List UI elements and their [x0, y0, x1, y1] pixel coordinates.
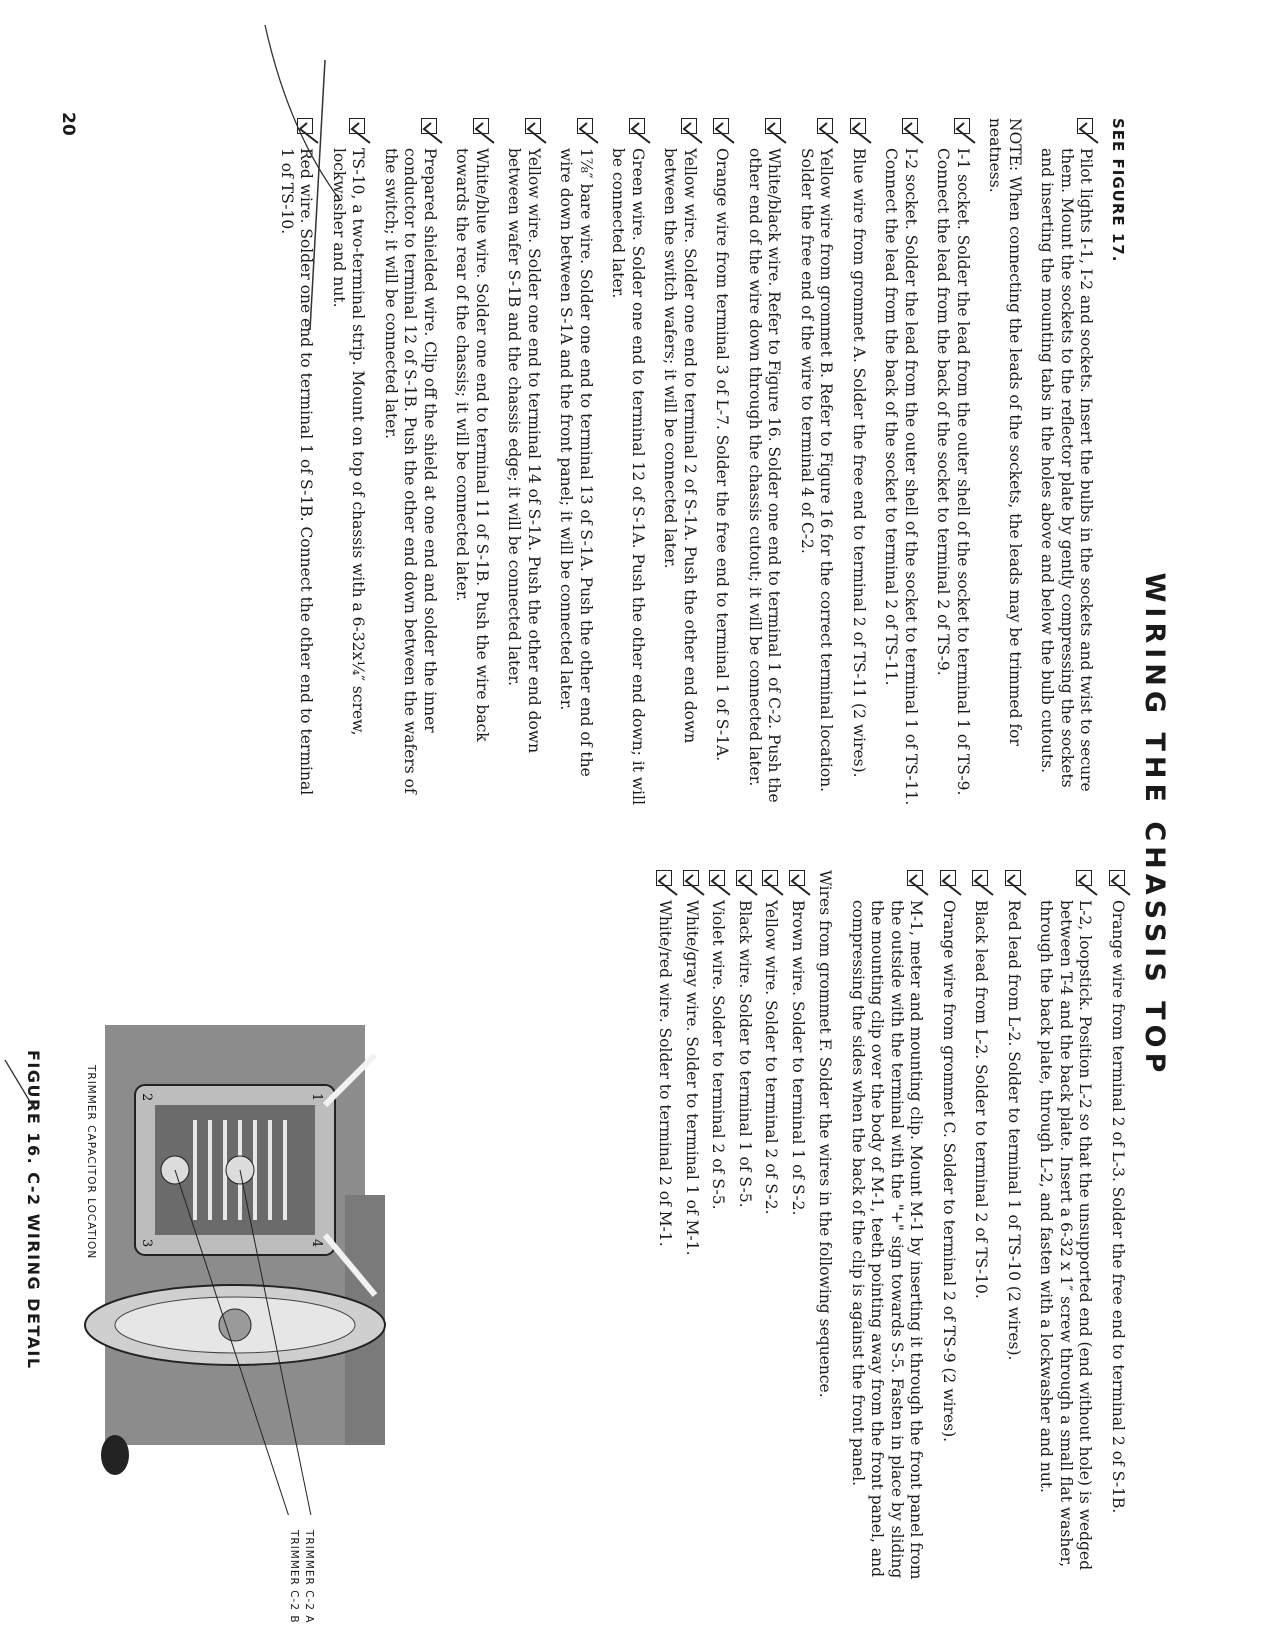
check-mark-icon [788, 873, 810, 897]
checklist-step [788, 870, 808, 1590]
check-mark-icon [1004, 873, 1026, 897]
page-title: WIRING THE CHASSIS TOP [1139, 572, 1170, 1078]
terminal-4-label: 4 [309, 1239, 324, 1248]
trimmer-b-label: TRIMMER C-2 B [288, 1530, 300, 1624]
checklist-step [797, 118, 836, 808]
step-text: White/red wire. Solder to terminal 2 of M-1. [656, 900, 675, 1247]
checklist-step [655, 870, 675, 1590]
check-mark-icon [682, 873, 704, 897]
checklist-step [745, 118, 784, 808]
checklist-step [735, 870, 755, 1590]
checklist-step [712, 118, 732, 808]
step-text: Yellow wire. Solder one end to terminal 14 of S-1A. Push the other end down between wafer S-1B and the chassis edge; it will be connected later. [505, 148, 543, 754]
step-checkbox[interactable] [940, 870, 956, 886]
step-checkbox[interactable] [763, 870, 779, 886]
step-checkbox[interactable] [1078, 118, 1094, 134]
trimmer-a-label: TRIMMER C-2 A [303, 1530, 315, 1624]
step-checkbox[interactable] [657, 870, 673, 886]
check-mark-icon [817, 121, 839, 145]
terminal-3-label: 3 [139, 1239, 154, 1248]
check-mark-icon [939, 873, 961, 897]
step-text: Yellow wire from grommet B. Refer to Figure 16 for the correct terminal location. Solder the free end of the wire to terminal 4 of C-2. [798, 148, 836, 793]
step-text: Yellow wire. Solder to terminal 2 of S-2. [762, 900, 781, 1215]
sequence-lead: Wires from grommet F. Solder the wires in the following sequence. [816, 870, 835, 1398]
checklist-step [556, 118, 595, 808]
step-text: Pilot lights I-1, I-2 and sockets. Insert the bulbs in the sockets and twist to secure them. Mount the sockets to the reflector plate by gently compressing the sockets and inserting the mounting tabs in the holes above and below the bulb cutouts. [1038, 148, 1096, 792]
check-mark-icon [628, 121, 650, 145]
checklist-step [504, 118, 543, 808]
step-checkbox[interactable] [973, 870, 989, 886]
checklist-step [608, 118, 647, 808]
step-checkbox[interactable] [714, 118, 730, 134]
check-mark-icon [472, 121, 494, 145]
check-mark-icon [349, 121, 371, 145]
dial-hub [219, 1309, 251, 1341]
step-checkbox[interactable] [525, 118, 541, 134]
step-checkbox[interactable] [736, 870, 752, 886]
step-checkbox[interactable] [902, 118, 918, 134]
checklist-step [452, 118, 491, 808]
step-checkbox[interactable] [298, 118, 314, 134]
checklist-step [329, 118, 368, 808]
step-text: Blue wire from grommet A. Solder the free end to terminal 2 of TS-11 (2 wires). [850, 148, 868, 778]
step-text: Orange wire from grommet C. Solder to terminal 2 of TS-9 (2 wires). [940, 900, 958, 1443]
step-text: I-2 socket. Solder the lead from the outer shell of the socket to terminal 1 of TS-11. Connect the lead from the back of the socket to terminal 2 of TS-11. [882, 148, 920, 806]
step-text: Orange wire from terminal 2 of L-3. Solder the free end to terminal 2 of S-1B. [1109, 900, 1127, 1514]
check-mark-icon [1076, 873, 1098, 897]
terminal-2-label: 2 [139, 1093, 154, 1102]
check-mark-icon [901, 121, 923, 145]
terminal-1-label: 1 [309, 1093, 324, 1102]
checklist-step [881, 118, 920, 808]
check-mark-icon [420, 121, 442, 145]
checklist-step [381, 118, 440, 808]
checklist-step [933, 118, 972, 808]
figure-caption: FIGURE 16. C-2 WIRING DETAIL [24, 1050, 43, 1370]
step-text: Green wire. Solder one end to terminal 12 of S-1A. Push the other end down; it will be connected later. [609, 148, 647, 806]
step-text: Orange wire from terminal 3 of L-7. Solder the free end to terminal 1 of S-1A. [713, 148, 732, 762]
step-text: Red lead from L-2. Solder to terminal 1 of TS-10 (2 wires). [1005, 900, 1023, 1361]
check-mark-icon [680, 121, 702, 145]
knob [101, 1435, 129, 1475]
left-column [264, 118, 1128, 808]
step-checkbox[interactable] [1109, 870, 1125, 886]
check-mark-icon [1077, 121, 1099, 145]
check-mark-icon [953, 121, 975, 145]
step-text: Red wire. Solder one end to terminal 1 of S-1B. Connect the other end to terminal 1 of TS-10. [278, 148, 316, 796]
step-checkbox[interactable] [850, 118, 866, 134]
check-mark-icon [576, 121, 598, 145]
check-mark-icon [849, 121, 871, 145]
step-text: Black wire. Solder to terminal 1 of S-5. [736, 900, 754, 1208]
step-text: Brown wire. Solder to terminal 1 of S-2. [789, 900, 807, 1216]
step-text: White/blue wire. Solder one end to terminal 11 of S-1B. Push the wire back towards the rear of the chassis; it will be connected later. [453, 148, 491, 742]
checklist-step [1004, 870, 1024, 1590]
step-text: I-1 socket. Solder the lead from the outer shell of the socket to terminal 1 of TS-9. Connect the lead from the back of the socket to terminal 2 of TS-9. [934, 148, 972, 796]
step-text: M-1, meter and mounting clip. Mount M-1 by inserting it through the front panel from the outside with the terminal with the "+" sign towards S-5. Fasten in place by sliding the mounting clip over the body of M-1, teeth pointing away from the front panel, and compressing the sides when the back of the clip is against the front panel. [849, 900, 926, 1580]
step-text: Black lead from L-2. Solder to terminal 2 of TS-10. [972, 900, 991, 1299]
step-checkbox[interactable] [710, 870, 726, 886]
sequence-steps-list [655, 870, 807, 1590]
step-checkbox[interactable] [1077, 870, 1093, 886]
page-number: 20 [58, 112, 78, 136]
check-mark-icon [765, 121, 787, 145]
step-checkbox[interactable] [350, 118, 366, 134]
checklist-step [277, 118, 316, 808]
note-paragraph: NOTE: When connecting the leads of the sockets, the leads may be trimmed for neatness. [986, 118, 1024, 746]
right-column [648, 870, 1127, 1590]
step-checkbox[interactable] [473, 118, 489, 134]
checklist-step [939, 870, 959, 1590]
check-mark-icon [907, 873, 929, 897]
step-checkbox[interactable] [683, 870, 699, 886]
left-steps-list [277, 118, 1096, 808]
checklist-step [848, 870, 926, 1590]
check-mark-icon [1108, 873, 1130, 897]
check-mark-icon [735, 873, 757, 897]
see-figure-ref: SEE FIGURE 17. [1109, 118, 1127, 263]
check-mark-icon [713, 121, 735, 145]
step-checkbox[interactable] [908, 870, 924, 886]
check-mark-icon [972, 873, 994, 897]
check-mark-icon [709, 873, 731, 897]
checklist-step [1037, 118, 1096, 808]
step-text: Yellow wire. Solder one end to terminal 2 of S-1A. Push the other end down between the switch wafers; it will be connected later. [661, 148, 699, 744]
right-steps-list [848, 870, 1128, 1590]
checklist-step [849, 118, 869, 808]
step-text: L-2, loopstick. Position L-2 so that the unsupported end (end without hole) is wedged between T-4 and the back plate. Insert a 6-32 x 1″ screw through a small flat washer, through the back plate, through L-2, and fasten with a lockwasher and nut. [1037, 900, 1095, 1571]
checklist-step [660, 118, 699, 808]
checklist-step [708, 870, 728, 1590]
check-mark-icon [656, 873, 678, 897]
step-checkbox[interactable] [789, 870, 805, 886]
checklist-step [971, 870, 991, 1590]
check-mark-icon [524, 121, 546, 145]
step-text: 1⅞″ bare wire. Solder one end to terminal 13 of S-1A. Push the other end of the wire down between S-1A and the front panel; it will be connected later. [557, 148, 595, 777]
step-checkbox[interactable] [1005, 870, 1021, 886]
trimmer-location-label: TRIMMER CAPACITOR LOCATION [85, 1065, 97, 1260]
checklist-step [761, 870, 781, 1590]
step-checkbox[interactable] [681, 118, 697, 134]
step-checkbox[interactable] [421, 118, 437, 134]
step-checkbox[interactable] [629, 118, 645, 134]
step-checkbox[interactable] [766, 118, 782, 134]
step-text: White/gray wire. Solder to terminal 1 of M-1. [683, 900, 701, 1256]
check-mark-icon [762, 873, 784, 897]
checklist-step [682, 870, 702, 1590]
check-mark-icon [297, 121, 319, 145]
step-text: TS-10, a two-terminal strip. Mount on top of chassis with a 6-32x¼″ screw, lockwasher and nut. [330, 148, 368, 736]
step-checkbox[interactable] [954, 118, 970, 134]
checklist-step [1108, 870, 1128, 1590]
step-checkbox[interactable] [577, 118, 593, 134]
c2-wiring-figure [55, 995, 405, 1515]
checklist-step [1036, 870, 1095, 1590]
step-text: Violet wire. Solder to terminal 2 of S-5. [709, 900, 728, 1210]
step-text: Prepared shielded wire. Clip off the shield at one end and solder the inner conductor to terminal 12 of S-1B. Push the other end down between the wafers of the switch; it will be connected later. [382, 148, 439, 794]
step-checkbox[interactable] [818, 118, 834, 134]
step-text: White/black wire. Refer to Figure 16. Solder one end to terminal 1 of C-2. Push the other end of the wire down through the chassis cutout; it will be connected later. [746, 148, 784, 803]
